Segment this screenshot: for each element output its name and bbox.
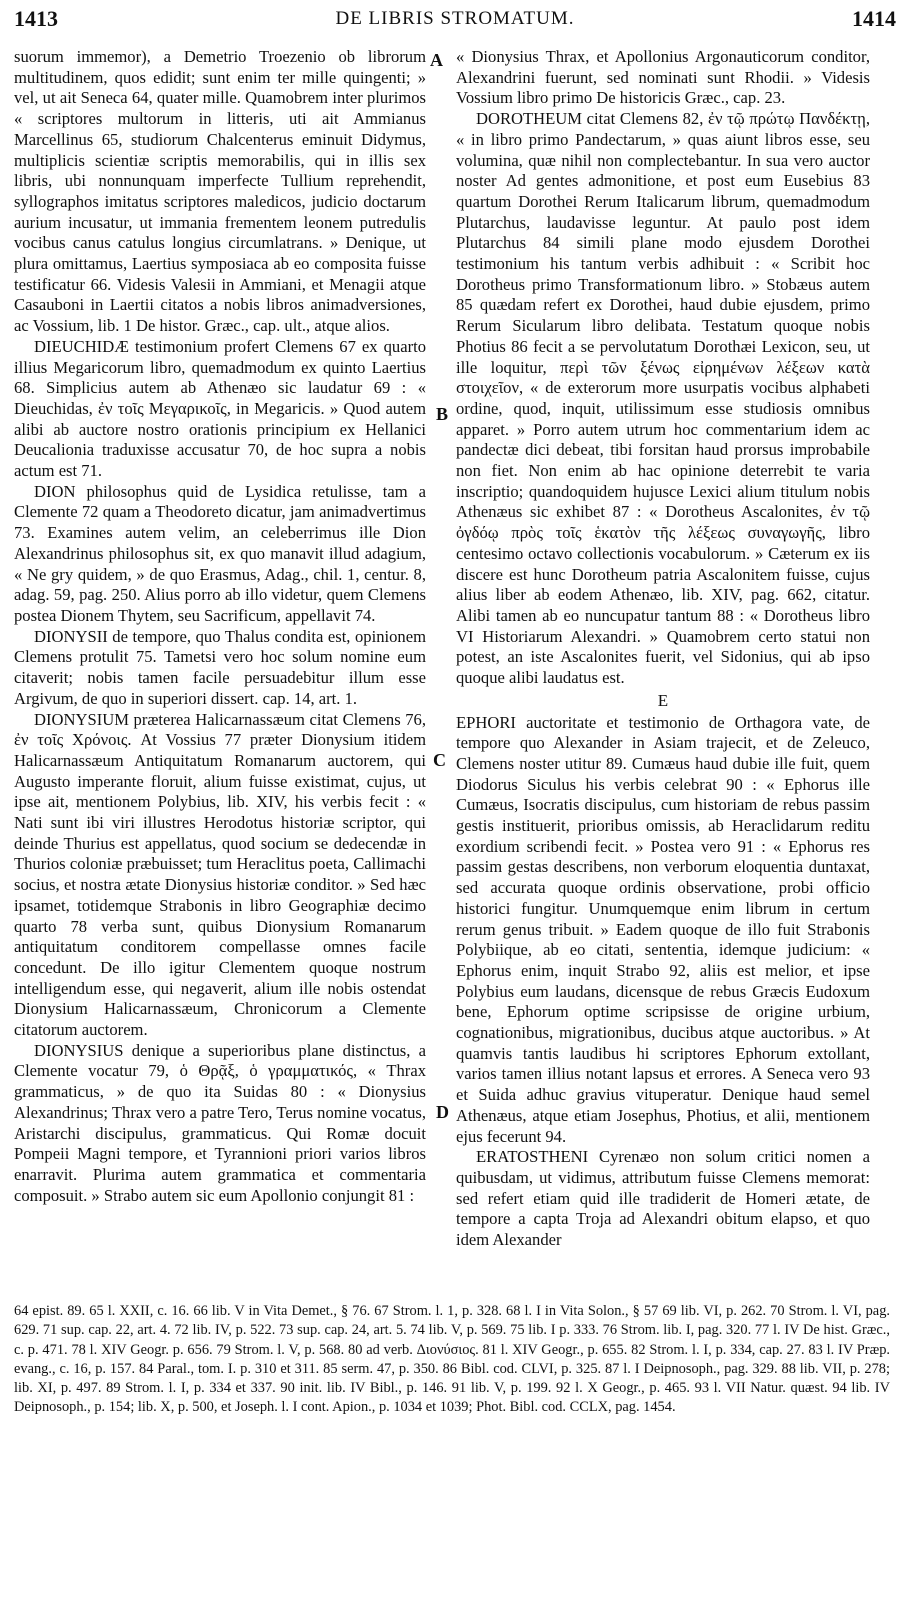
page-number-right: 1414 [852, 6, 896, 31]
margin-letter-b: B [436, 404, 449, 424]
paragraph-dionysius-thrax: DIONYSIUS denique a superioribus plane distinctus, a Clemente vocatur 79, ὁ Θρᾷξ, ὁ γραμματικός, « Thrax grammaticus, » de quo ita Suidas 80 : « Dionysius Alexandrinus; Thrax vero a patre Tero, Terus nomine vocatus, Aristarchi discipulus, grammaticus. Qui Romæ docuit Pompeii Magni tempore, et Tyrannioni priori varios libros enarravit. Plurima autem grammatica et commentaria composuit. » Strabo autem sic eum Apollonio conjungit 81 : [14, 1040, 426, 1205]
paragraph-dionysius-halicarnassus: DIONYSIUM præterea Halicarnassæum citat Clemens 76, ἐν τοῖς Χρόνοις. At Vossius 77 præter Dionysium itidem Halicarnassæum Antiquitatum Romanarum auctorem, qui Augusto imperante floruit, alium fuisse existimat, cujus, ut ipse ait, mentionem Polybius, lib. XIV, his verbis fecit : « Nati sunt ibi viri illustres Herodotus historiæ scriptor, qui deinde Thurius est appellatus, quod socium se dedecendæ in Thurios coloniæ præbuisset; tum Heraclitus poeta, Callimachi socius, et nostra ætate Dionysius historiæ conditor. » Sed hæc ipsamet, totidemque Strabonis in libro Geographiæ decimo quarto 78 verba sunt, quibus Dionysium Romanarum antiquitatum conditorem compellasse omnes facile concedunt. De illo igitur Clementem quoque nostrum intelligendum esse, qui negaverit, alium ille nobis ostendat Dionysium Halicarnassæum, Chronicorum a Clemente citatorum auctorem. [14, 709, 426, 1040]
left-column [14, 47, 426, 1232]
paragraph-strabo-quote: « Dionysius Thrax, et Apollonius Argonauticorum conditor, Alexandrini fuerunt, sed nominati sunt Rhodii. » Videsis Vossium libro primo De historicis Græc., cap. 23. [456, 47, 870, 108]
paragraph-ephorus: EPHORI auctoritate et testimonio de Orthagora vate, de tempore quo Alexander in Asiam trajecit, et de Zeleuco, Clemens noster utitur 89. Cumæus haud dubie ille fuit, quem Diodorus Siculus his verbis celebrat 90 : « Ephorus ille Cumæus, Isocratis discipulus, cum historiam de rebus passim gestis instituerit, prioribus omissis, ab Heraclidarum reditu exordium scribendi fecit. » Postea vero 91 : « Ephorus res passim gestas describens, non verborum eloquentia duntaxat, sed accurata quoque ordinis observatione, probi officio historici fungitur. Unumquemque enim librum in certum rerum genus tribuit. » Eadem quoque de illo fuit Strabonis Polybiique, ab eo citati, sententia, idemque judicium: « Ephorus enim, inquit Strabo 92, aliis est melior, et ipse Polybius eum laudans, dicensque de rebus Græcis Eudoxum bene, Ephorum optime scripsisse de origine urbium, cognationibus, migrationibus, ducibus atque auctoribus. » At quamvis tantis laudibus hi scriptores Ephorum extollant, varios tamen illius notant lapsus et errores. A Seneca vero 93 et Suida adhuc gravius vituperatur. Denique haud semel Athenæus, atque etiam Josephus, Photius, et alii, mentionem ejus fecerunt 94. [456, 712, 870, 1146]
paragraph-dion: DION philosophus quid de Lysidica retulisse, tam a Clemente 72 quam a Theodoreto dicatur, jam animadvertimus 73. Examines autem velim, an celeberrimus ille Dion Alexandrinus philosophus sit, ex quo manavit illud adagium, « Ne gry quidem, » de quo Erasmus, Adag., chil. 1, centur. 8, adag. 59, pag. 250. Alius porro ab illo videtur, quem Clemens postea Dionem Thytem, seu Sacrificum, appellavit 74. [14, 481, 426, 625]
paragraph-eratosthenes: ERATOSTHENI Cyrenæo non solum critici nomen a quibusdam, ut vidimus, attributum fuisse Clemens memorat: sed refert etiam quid ille tradiderit de Homeri ætate, de tempore a capta Troja ad Alexandri obitum elapso, et quo idem Alexander [456, 1147, 870, 1250]
paragraph-dieuchidas: DIEUCHIDÆ testimonium profert Clemens 67 ex quarto illius Megaricorum libro, quemadmodum ex quinto Laertius 68. Simplicius autem ab Athenæo sic laudatur 69 : « Dieuchidas, ἐν τοῖς Μεγαρικοῖς, in Megaricis. » Quod autem alibi ab auctore nostro orationis principium ex Hellanici Deucalionia traduxisse accusatur 70, de hoc supra a nobis actum est 71. [14, 336, 426, 481]
running-title: DE LIBRIS STROMATUM. [335, 8, 575, 29]
paragraph-dionysius-thalus: DIONYSII de tempore, quo Thalus condita est, opinionem Clemens protulit 75. Tametsi vero hoc solum nomine eum citaverit; nobis tamen facile persuadebitur illum esse Argivum, de quo in superiori dissert. cap. 14, art. 1. [14, 626, 426, 708]
footnotes: 64 epist. 89. 65 l. XXII, c. 16. 66 lib. V in Vita Demet., § 76. 67 Strom. l. 1, p. 328. 68 l. I in Vita Solon., § 57 69 lib. VI, p. 262. 70 Strom. l. VI, pag. 629. 71 sup. cap. 22, art. 4. 72 lib. IV, p. 522. 73 sup. cap. 24, art. 5. 74 lib. V, p. 569. 75 lib. I p. 333. 76 Strom. lib. I, pag. 320. 77 l. IV De hist. Græc., c. p. 471. 78 l. XIV Geogr. p. 656. 79 Strom. l. V, p. 568. 80 ad verb. Διονύσιος. 81 l. XIV Geogr., p. 655. 82 Strom. l. I, p. 334, cap. 27. 83 l. IV Præp. evang., c. 16, p. 157. 84 Paral., tom. I. p. 310 et 311. 85 serm. 47, p. 350. 86 Bibl. cod. CLVI, p. 325. 87 l. I Deipnosoph., pag. 329. 88 lib. VII, p. 278; lib. XI, p. 497. 89 Strom. l. I, p. 334 et 337. 90 init. lib. IV Bibl., p. 146. 91 lib. V, p. 199. 92 l. X Geogr., p. 465. 93 l. VII Natur. quæst. 94 lib. IV Deipnosoph., p. 154; lib. X, p. 500, et Joseph. l. I cont. Apion., p. 1034 et 1039; Phot. Bibl. cod. CCLX, pag. 1454. [14, 1303, 890, 1416]
margin-letter-a: A [430, 50, 443, 70]
page-number-left: 1413 [14, 6, 58, 31]
margin-letter-d: D [436, 1102, 449, 1122]
paragraph-didymus: suorum immemor), a Demetrio Troezenio ob librorum multitudinem, quos edidit; sunt enim ter mille quingenti; » vel, ut ait Seneca 64, quater mille. Quamobrem inter plurimos « scriptores multorum in litteris, uti ait Ammianus Marcellinus 65, studiorum Chalcenterus eminuit Didymus, multiplicis scientiæ scriptis memorabilis, qui in illis sex libris, ubi nonnunquam imperfecte Tullium reprehendit, syllographos imitatus scriptores maledicos, judicio doctarum aurium incusatur, ut immania frementem leonem putredulis vocibus canus catulus longius circumlatrans. » Denique, ut plura omittamus, Laertius symposiaca ab eo composita fuisse testificatur 66. Videsis Valesii in Ammiani, et Menagii atque Casauboni in Laertii citatos a nobis libros animadversiones, ac Vossium, lib. 1 De histor. Græc., cap. ult., atque alios. [14, 47, 426, 336]
page-header [14, 6, 896, 36]
section-letter-e: E [657, 690, 669, 710]
right-column [456, 47, 870, 1250]
paragraph-dorotheus: DOROTHEUM citat Clemens 82, ἐν τῷ πρώτῳ Πανδέκτῃ, « in libro primo Pandectarum, » quas aiunt libros esse, seu volumina, quæ nihil non complectebantur. In sua vero auctor noster Ad gentes admonitione, et post eum Eusebius 83 quartum Dorothei Rerum Italicarum librum, quemadmodum Plutarchus, laudavisse leguntur. At paulo post idem Plutarchus 84 simili plane modo ejusdem Dorothei testimonium his tantum verbis adhibuit : « Scribit hoc Dorotheus primo Transformationum libro. » Stobæus autem 85 quædam refert ex Dorothei, haud dubie ejusdem, primo Rerum Sicularum libro delibata. Testatum quoque nobis Photius 86 fecit a se pervolutatum Dorothæi Lexicon, seu, ut ille loquitur, περὶ τῶν ξένως εἰρημένων λέξεων κατὰ στοιχεῖον, « de exterorum more usurpatis vocibus alphabeti ordine, quod, inquit, utilissimum esse studiosis omnibus apparet. » Porro autem utrum hoc commentarium idem ac pandectæ dici debeat, tibi forsitan haud prorsus improbabile non fiet. Non enim ab hac opinione deterrebit te varia inscriptio; quandoquidem hujusce Lexici alium titulum nobis Athenæus sic exhibet 87 : « Dorotheus Ascalonites, ἐν τῷ ὀγδόῳ πρὸς τοῖς ἑκατὸν τῆς λέξεως συναγωγῆς, libro centesimo octavo collectionis vocabulorum. » Cæterum ex iis discere est hunc Dorotheum patria Ascalonitem fuisse, cujus alius liber ab eodem Athenæo, lib. XIV, pag. 662, citatur. Alibi tamen ab eo nuncupatur tantum 88 : « Dorotheus libro VI Historiarum Alexandri. » Quamobrem certo statui non potest, an iste Ascalonites fuerit, vel Sidonius, qui ab ipso quoque alibi laudatus est. [456, 109, 870, 688]
margin-letter-c: C [433, 750, 446, 770]
